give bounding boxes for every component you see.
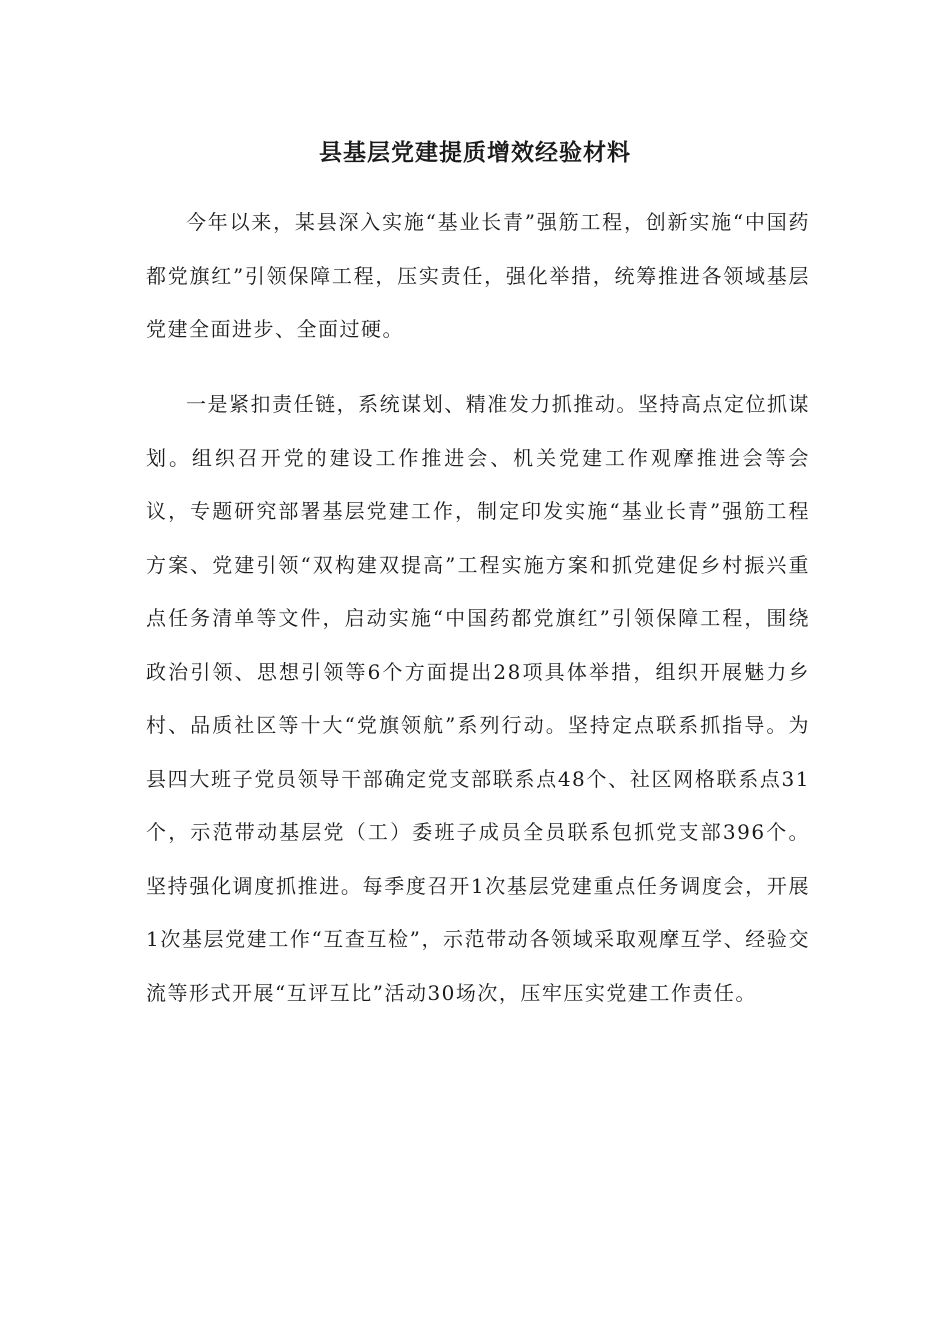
document-title: 县基层党建提质增效经验材料 [319,139,631,166]
paragraph-responsibility: 一是紧扣责任链，系统谋划、精准发力抓推动。坚持高点定位抓谋划。组织召开党的建设工作推进会、机关党建工作观摩推进会等会议，专题研究部署基层党建工作，制定印发实施“基业长青”强筋工程方案、党建引领“双构建双提高”工程实施方案和抓党建促乡村振兴重点任务清单等文件，启动实施“中国药都党旗红”引领保障工程，围绕政治引领、思想引领等6个方面提出28项具体举措，组织开展魅力乡村、品质社区等十大“党旗领航”系列行动。坚持定点联系抓指导。为县四大班子党员领导干部确定党支部联系点48个、社区网格联系点31个，示范带动基层党（工）委班子成员全员联系包抓党支部396个。坚持强化调度抓推进。每季度召开1次基层党建重点任务调度会，开展1次基层党建工作“互查互检”，示范带动各领域采取观摩互学、经验交流等形式开展“互评互比”活动30场次，压牢压实党建工作责任。 [146,392,810,1005]
document-body [146,0,810,1344]
paragraph-intro: 今年以来，某县深入实施“基业长青”强筋工程，创新实施“中国药都党旗红”引领保障工程，压实责任，强化举措，统筹推进各领域基层党建全面进步、全面过硬。 [146,210,810,341]
